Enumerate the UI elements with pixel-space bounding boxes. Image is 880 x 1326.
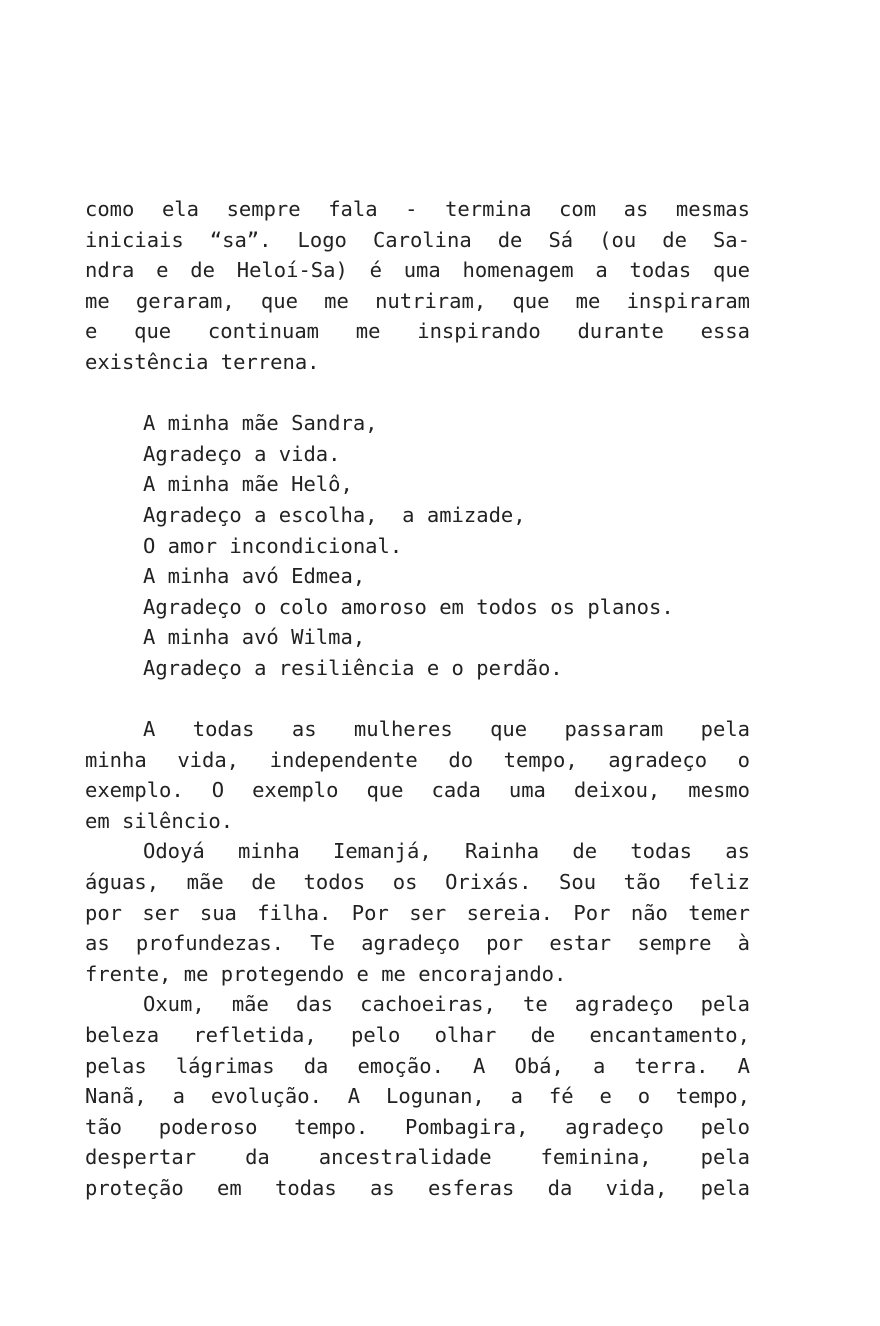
poem-line: A minha mãe Sandra, bbox=[143, 411, 378, 436]
paragraph-intro bbox=[85, 194, 750, 378]
text-line: tão poderoso tempo. Pombagira, agradeço pelo bbox=[85, 1114, 750, 1139]
text-line: Nanã, a evolução. A Logunan, a fé e o tempo, bbox=[85, 1084, 750, 1109]
paragraph-oxum bbox=[85, 989, 750, 1203]
text-line: e que continuam me inspirando durante essa bbox=[85, 319, 750, 344]
text-line: por ser sua filha. Por ser sereia. Por não temer bbox=[85, 900, 750, 925]
poem-line: Agradeço o colo amoroso em todos os planos. bbox=[143, 594, 674, 619]
text-line: proteção em todas as esferas da vida, pela bbox=[85, 1176, 750, 1200]
text-line: A todas as mulheres que passaram pela bbox=[143, 717, 750, 742]
blank-line bbox=[85, 378, 750, 409]
text-line: minha vida, independente do tempo, agradeço o bbox=[85, 747, 750, 772]
poem-line: Agradeço a vida. bbox=[143, 441, 341, 466]
text-line: iniciais “sa”. Logo Carolina de Sá (ou de Sa- bbox=[85, 227, 750, 252]
text-line: águas, mãe de todos os Orixás. Sou tão feliz bbox=[85, 870, 750, 895]
blank-line bbox=[85, 684, 750, 715]
text-line: despertar da ancestralidade feminina, pela bbox=[85, 1145, 750, 1170]
paragraph-iemanja bbox=[85, 836, 750, 989]
poem-line: A minha avó Wilma, bbox=[143, 625, 366, 650]
poem-line: Agradeço a resiliência e o perdão. bbox=[143, 655, 563, 680]
poem-line: A minha mãe Helô, bbox=[143, 472, 353, 497]
poem-line: A minha avó Edmea, bbox=[143, 564, 366, 589]
text-line: frente, me protegendo e me encorajando. bbox=[85, 961, 567, 986]
text-line: pelas lágrimas da emoção. A Obá, a terra. A bbox=[85, 1053, 750, 1078]
text-line: as profundezas. Te agradeço por estar sempre à bbox=[85, 931, 750, 956]
paragraph-women bbox=[85, 714, 750, 836]
document-page bbox=[85, 194, 750, 1204]
text-line: ndra e de Heloí-Sa) é uma homenagem a todas que bbox=[85, 258, 750, 283]
text-line: como ela sempre fala - termina com as mesmas bbox=[85, 197, 750, 221]
text-line: exemplo. O exemplo que cada uma deixou, mesmo bbox=[85, 778, 750, 803]
poem bbox=[85, 408, 750, 683]
poem-line: Agradeço a escolha, a amizade, bbox=[143, 502, 526, 527]
poem-line: O amor incondicional. bbox=[143, 533, 403, 558]
text-line: em silêncio. bbox=[85, 808, 234, 833]
text-line: beleza refletida, pelo olhar de encantamento, bbox=[85, 1023, 750, 1048]
text-line: me geraram, que me nutriram, que me inspiraram bbox=[85, 288, 750, 313]
text-line: Odoyá minha Iemanjá, Rainha de todas as bbox=[143, 839, 750, 864]
text-line: existência terrena. bbox=[85, 349, 320, 374]
text-line: Oxum, mãe das cachoeiras, te agradeço pela bbox=[143, 992, 750, 1017]
